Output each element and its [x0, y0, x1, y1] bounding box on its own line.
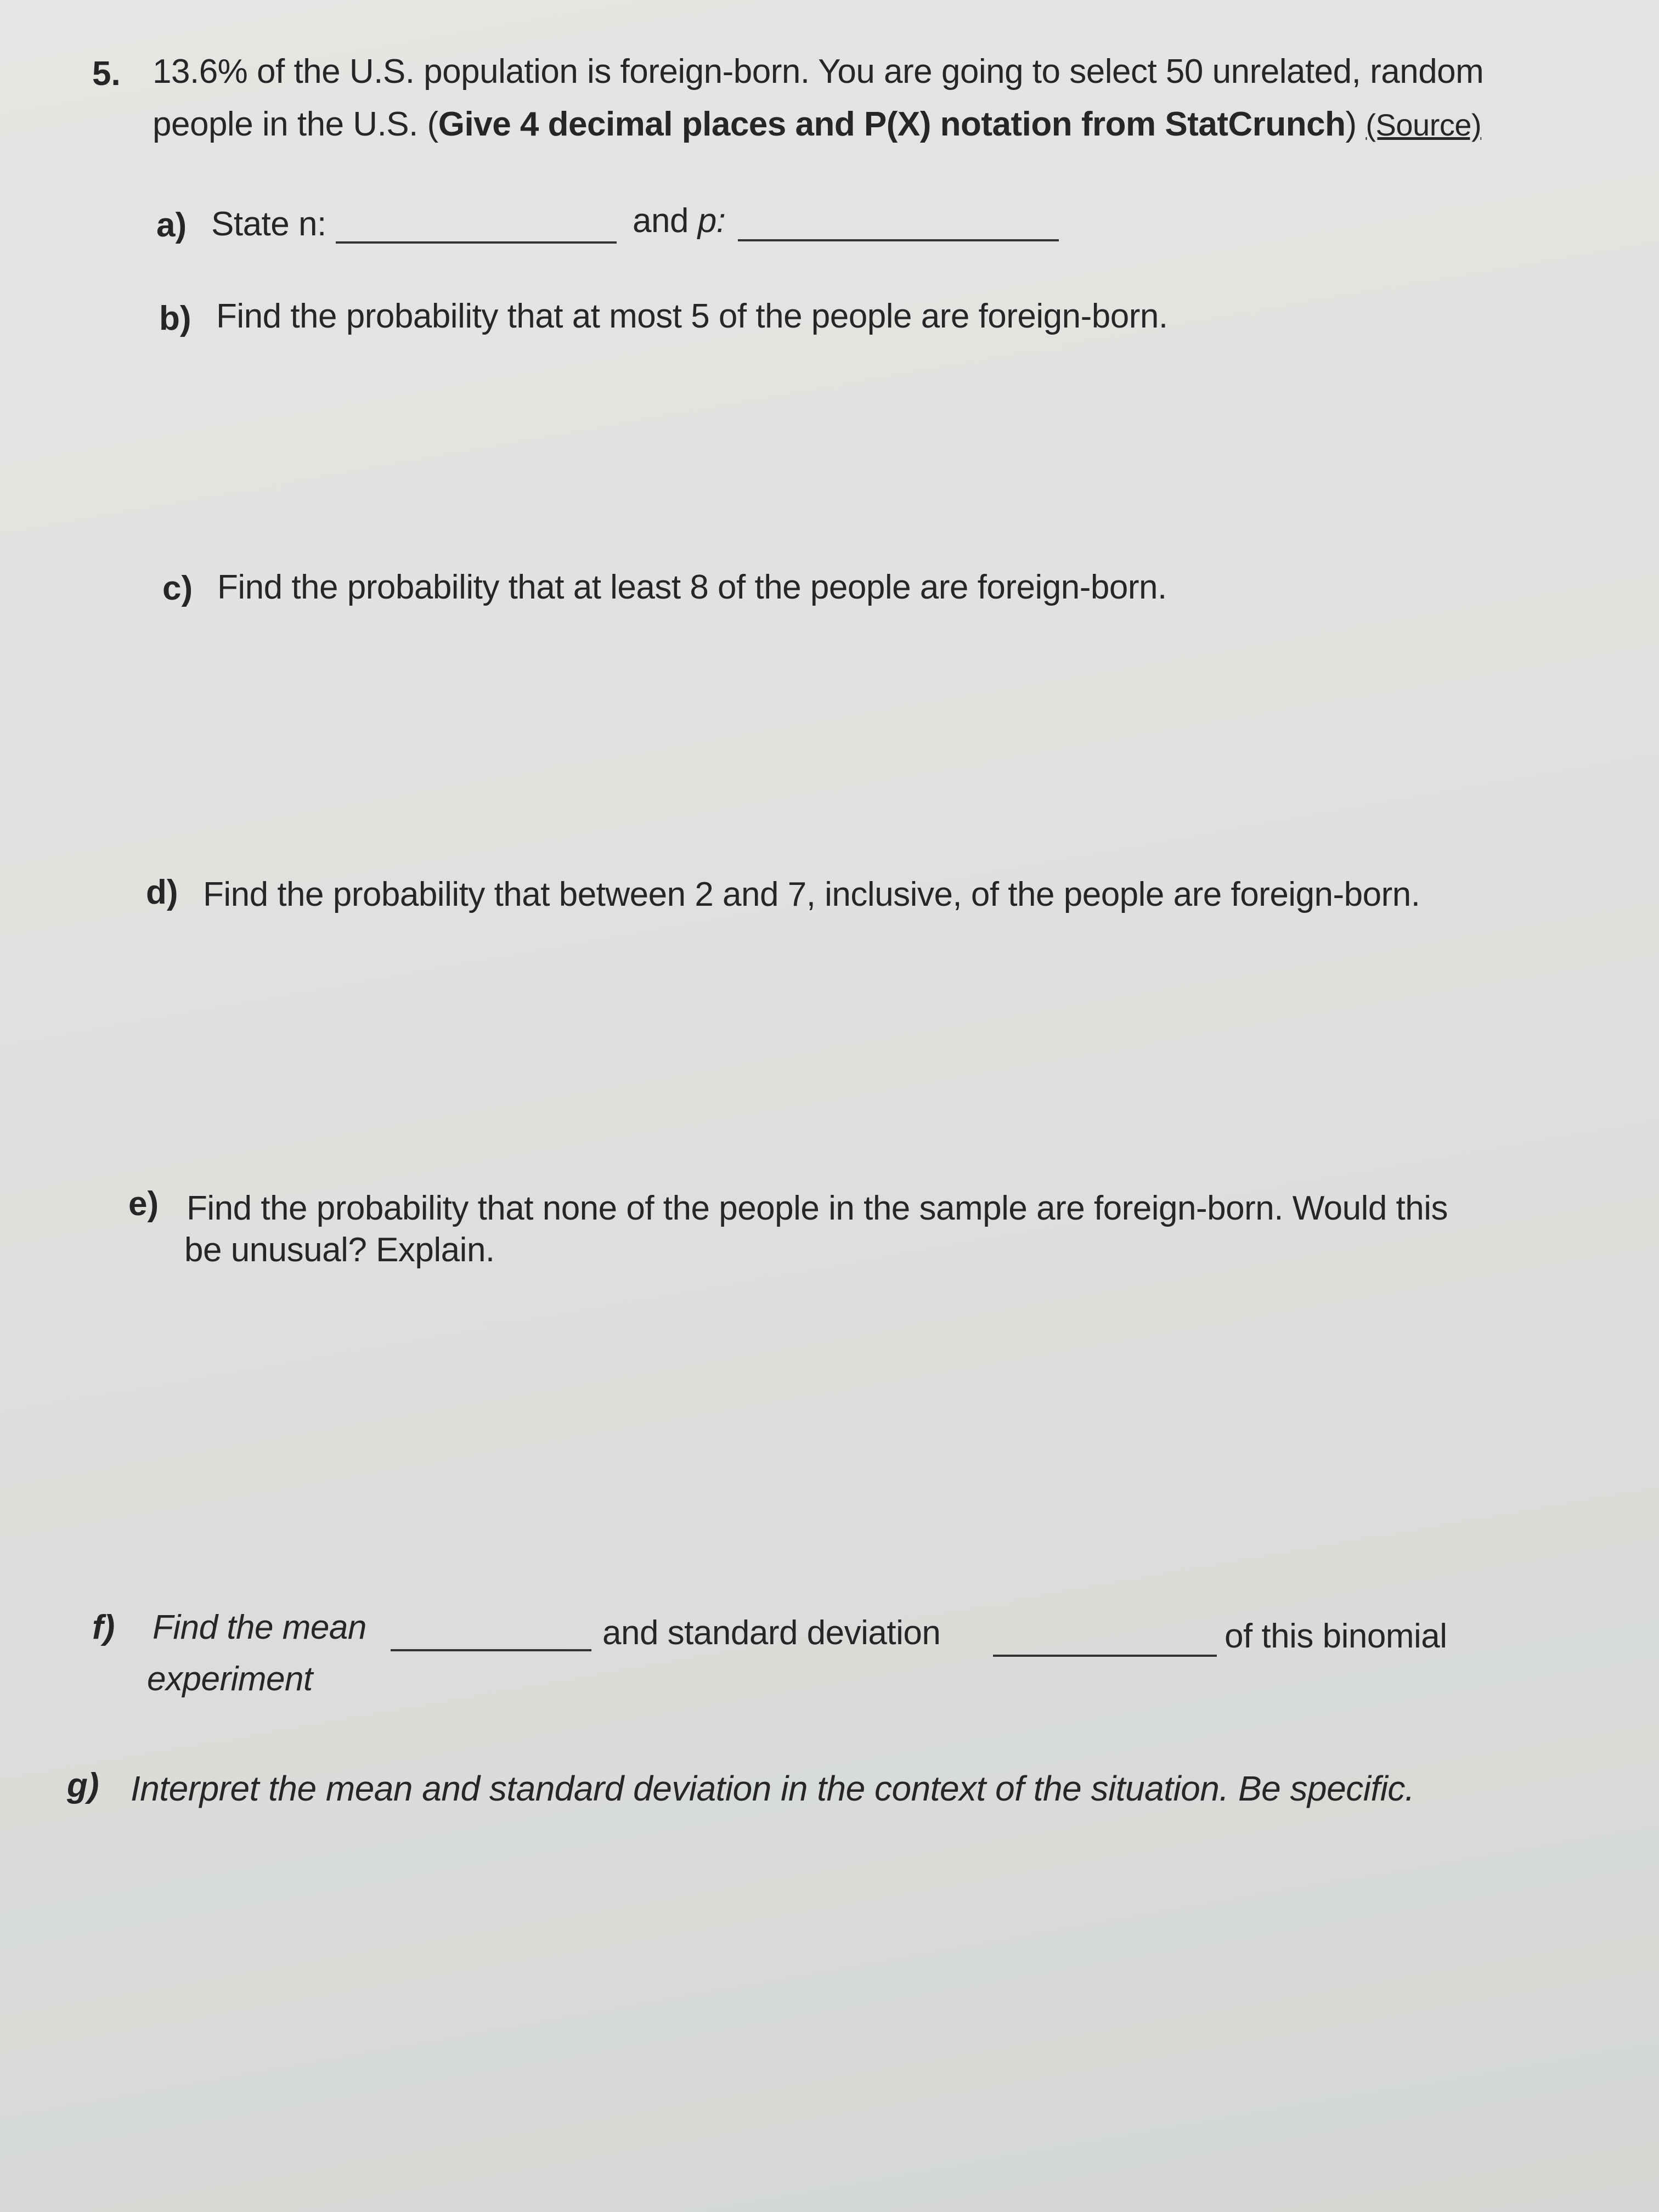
part-a-label: a) [156, 206, 187, 244]
std-dev-answer-blank[interactable] [993, 1655, 1217, 1657]
intro-plain-text: people in the U.S. ( [153, 105, 438, 143]
part-e-line2: be unusual? Explain. [184, 1231, 495, 1269]
problem-number: 5. [92, 55, 121, 93]
part-f-line2: experiment [147, 1660, 313, 1698]
part-e-line1: Find the probability that none of the people in the sample are foreign-born. Would this [187, 1189, 1448, 1227]
part-b-label: b) [159, 300, 191, 337]
and-text: and [633, 202, 689, 240]
n-answer-blank[interactable] [336, 241, 617, 244]
problem-intro-line1: 13.6% of the U.S. population is foreign-born. You are going to select 50 unrelated, random [153, 53, 1484, 91]
p-answer-blank[interactable] [738, 239, 1059, 241]
source-link[interactable]: (Source) [1365, 108, 1482, 142]
part-d-text: Find the probability that between 2 and 7, inclusive, of the people are foreign-born. [203, 876, 1420, 913]
part-c-text: Find the probability that at least 8 of the people are foreign-born. [217, 568, 1167, 606]
part-g-text: Interpret the mean and standard deviation in the context of the situation. Be specific. [131, 1769, 1415, 1808]
p-variable: p: [697, 202, 726, 240]
part-a-and-p [633, 201, 725, 241]
part-d-label: d) [146, 873, 178, 911]
part-f-text2: and standard deviation [602, 1614, 941, 1652]
part-c-label: c) [162, 569, 193, 607]
intro-bold-instruction: Give 4 decimal places and P(X) notation from StatCrunch [438, 105, 1346, 143]
part-f-text3: of this binomial [1224, 1617, 1447, 1655]
part-f-label: f) [92, 1609, 115, 1646]
part-a-text: State n: [211, 205, 326, 243]
mean-answer-blank[interactable] [391, 1649, 591, 1651]
part-g-label: g) [67, 1767, 99, 1804]
part-f-text1: Find the mean [153, 1609, 366, 1646]
part-e-label: e) [128, 1185, 159, 1223]
problem-intro-line2 [153, 104, 1481, 145]
part-b-text: Find the probability that at most 5 of the people are foreign-born. [216, 297, 1168, 335]
intro-close-paren: ) [1345, 105, 1357, 143]
